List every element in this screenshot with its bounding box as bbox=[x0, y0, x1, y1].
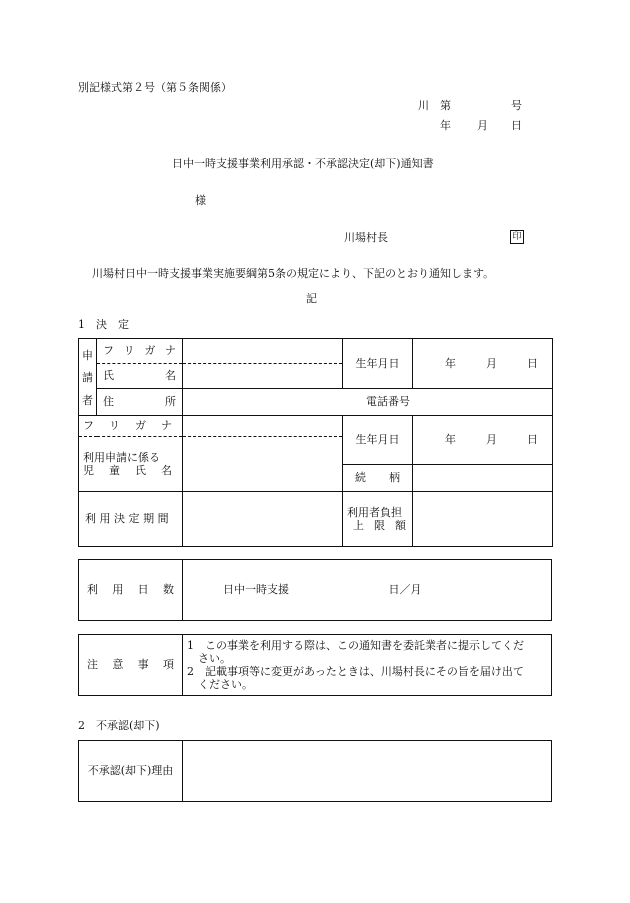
reject-table bbox=[78, 740, 552, 802]
usage-service: 日中一時支援 bbox=[223, 583, 289, 597]
applicant-address-field[interactable] bbox=[183, 389, 553, 416]
child-dob-field[interactable]: 年 月 日 bbox=[413, 416, 553, 465]
doc-number-mid: 第 bbox=[440, 99, 451, 112]
issuer: 川場村長 bbox=[344, 231, 388, 244]
burden-field[interactable] bbox=[413, 492, 553, 547]
applicant-side-label: 申 請 者 bbox=[79, 339, 97, 416]
applicant-dob-label: 生年月日 bbox=[343, 339, 413, 389]
applicant-address-label: 住 所 bbox=[97, 389, 183, 416]
child-furigana-label: フ リ ガ ナ bbox=[79, 416, 183, 437]
period-label: 利用決定期間 bbox=[79, 492, 183, 547]
burden-label: 利用者負担 上 限 額 bbox=[343, 492, 413, 547]
doc-number-suffix: 号 bbox=[511, 99, 522, 112]
usage-field[interactable] bbox=[183, 560, 552, 621]
intro-text: 川場村日中一時支援事業実施要綱第5条の規定により、下記のとおり通知します。 bbox=[92, 267, 495, 280]
date-day: 日 bbox=[511, 119, 522, 132]
usage-unit: 日／月 bbox=[388, 583, 422, 597]
applicant-dob-field[interactable]: 年 月 日 bbox=[413, 339, 553, 389]
section-1-heading: 1 決 定 bbox=[78, 318, 129, 331]
relation-field[interactable] bbox=[413, 465, 553, 492]
usage-label: 利 用 日 数 bbox=[79, 560, 183, 621]
ki-marker: 記 bbox=[306, 292, 317, 305]
child-dob-label: 生年月日 bbox=[343, 416, 413, 465]
reject-reason-field[interactable] bbox=[183, 741, 552, 802]
applicant-furigana-label: フ リ ガ ナ bbox=[97, 339, 183, 364]
date-month: 月 bbox=[477, 119, 488, 132]
decision-table bbox=[78, 338, 553, 547]
note-line: さい。 bbox=[187, 652, 231, 665]
reject-reason-label: 不承認(却下)理由 bbox=[79, 741, 183, 802]
note-line: ください。 bbox=[187, 678, 253, 691]
date-year: 年 bbox=[440, 119, 451, 132]
child-furigana-field[interactable] bbox=[183, 416, 343, 437]
applicant-furigana-field[interactable] bbox=[183, 339, 343, 364]
relation-label: 続 柄 bbox=[343, 465, 413, 492]
usage-table bbox=[78, 559, 552, 621]
applicant-name-field[interactable] bbox=[183, 364, 343, 389]
applicant-name-label: 氏 名 bbox=[97, 364, 183, 389]
doc-number-prefix: 川 bbox=[418, 99, 429, 112]
notes-label: 注 意 事 項 bbox=[79, 635, 183, 696]
note-line: 1 この事業を利用する際は、この通知書を委託業者に提示してくだ bbox=[187, 639, 524, 652]
section-2-heading: 2 不承認(却下) bbox=[78, 719, 160, 732]
notes-table bbox=[78, 634, 552, 696]
notes-content bbox=[183, 635, 552, 696]
period-field[interactable] bbox=[183, 492, 343, 547]
addressee-suffix: 様 bbox=[195, 194, 206, 207]
phone-label: 電話番号 bbox=[366, 395, 410, 409]
seal-mark: 印 bbox=[510, 230, 524, 244]
child-name-field[interactable] bbox=[183, 437, 343, 492]
child-name-label: 利用申請に係る 児 童 氏 名 bbox=[79, 437, 183, 492]
note-line: 2 記載事項等に変更があったときは、川場村長にその旨を届け出て bbox=[187, 665, 524, 678]
form-label: 別記様式第２号（第５条関係） bbox=[78, 81, 232, 94]
document-title: 日中一時支援事業利用承認・不承認決定(却下)通知書 bbox=[172, 157, 434, 170]
